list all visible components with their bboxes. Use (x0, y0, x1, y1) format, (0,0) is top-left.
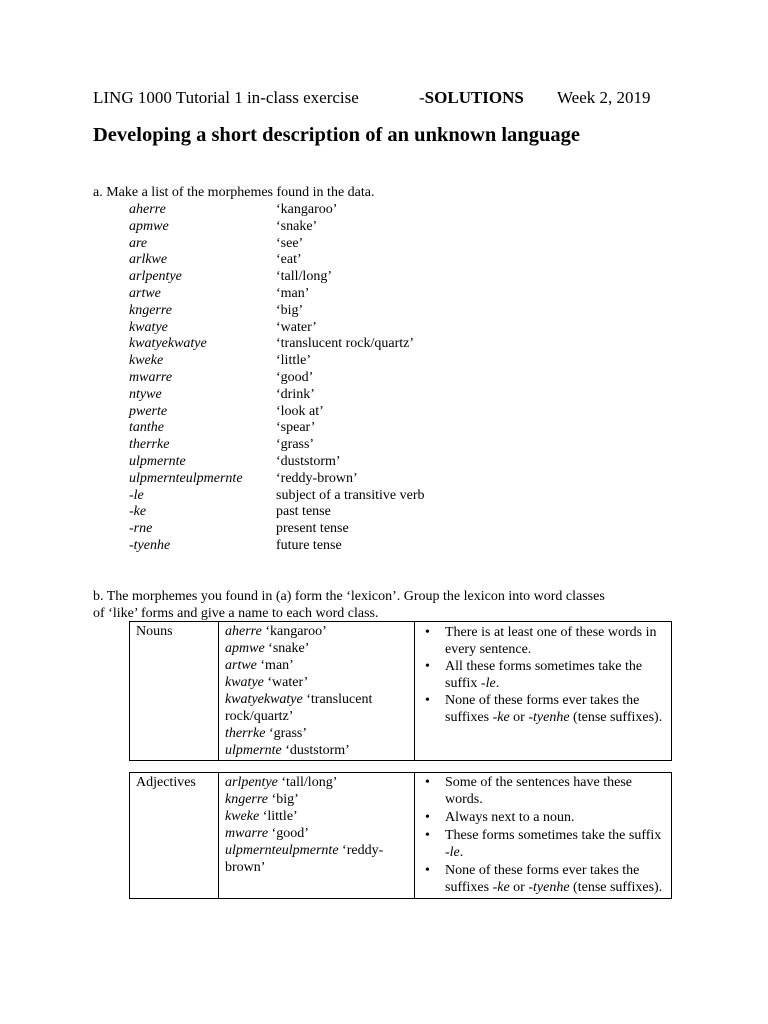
section-b-prompt (93, 588, 605, 622)
lexicon-entry (225, 825, 408, 842)
lexicon-entry (225, 640, 408, 657)
property-text: These forms sometimes take the suffix (445, 828, 662, 843)
property-text: Always next to a noun. (445, 810, 575, 825)
property-item (445, 862, 665, 896)
morpheme-form: arlpentye (129, 269, 182, 285)
morpheme-gloss: ‘reddy-brown’ (276, 470, 358, 486)
entry-gloss: ‘translucent rock/quartz’ (225, 692, 373, 724)
morpheme-gloss: past tense (276, 504, 331, 520)
solutions-text: SOLUTIONS (424, 88, 524, 107)
property-item (445, 827, 665, 861)
property-text: All these forms sometimes take the suffix (445, 659, 643, 691)
adjectives-table (129, 772, 672, 899)
morpheme-form: ulpmernte (129, 453, 186, 469)
adjectives-properties (415, 773, 672, 899)
morpheme-gloss: ‘translucent rock/quartz’ (276, 336, 414, 352)
suffix-form: -le (480, 676, 496, 691)
morpheme-gloss: ‘look at’ (276, 403, 324, 419)
property-text: (tense suffixes). (569, 710, 663, 725)
morpheme-gloss: present tense (276, 521, 349, 537)
morpheme-gloss: ‘man’ (276, 285, 310, 301)
property-item (445, 624, 665, 658)
property-text: or (509, 710, 529, 725)
entry-form: therrke (225, 726, 266, 741)
morpheme-gloss: ‘see’ (276, 235, 304, 251)
morpheme-gloss: ‘duststorm’ (276, 453, 341, 469)
property-item (445, 658, 665, 692)
morpheme-form: ulpmernteulpmernte (129, 470, 243, 486)
entry-form: artwe (225, 658, 257, 673)
property-text: (tense suffixes). (569, 880, 663, 895)
morpheme-form: ntywe (129, 386, 162, 402)
morpheme-gloss: ‘tall/long’ (276, 269, 332, 285)
morpheme-form: aherre (129, 202, 166, 217)
property-text: None of these forms ever takes the suffixes (445, 693, 640, 725)
morpheme-form: tanthe (129, 420, 164, 436)
morpheme-gloss: ‘big’ (276, 302, 304, 318)
morpheme-form: mwarre (129, 369, 173, 385)
adjectives-property-list (421, 774, 665, 896)
entry-gloss: ‘grass’ (268, 726, 308, 741)
entry-gloss: ‘reddy-brown’ (225, 843, 384, 875)
entry-gloss: ‘big’ (271, 792, 299, 807)
solutions-label (419, 88, 524, 108)
morpheme-form: kweke (129, 353, 164, 369)
property-item (445, 809, 665, 826)
nouns-row (130, 622, 672, 761)
section-b-prompt-line-2: of ‘like’ forms and give a name to each word class. (93, 606, 379, 621)
morpheme-gloss: ‘snake’ (276, 218, 318, 234)
entry-form: kwatyekwatye (225, 692, 303, 707)
property-text: or (509, 880, 529, 895)
property-item (445, 774, 665, 808)
lexicon-entry (225, 842, 408, 876)
morpheme-form: are (129, 235, 148, 251)
entry-form: aherre (225, 624, 262, 639)
suffix-form: -ke (492, 880, 510, 895)
nouns-class-name: Nouns (130, 622, 219, 761)
week-label: Week 2, 2019 (557, 88, 651, 107)
entry-form: arlpentye (225, 775, 278, 790)
entry-gloss: ‘duststorm’ (285, 743, 350, 758)
morpheme-gloss: ‘good’ (276, 369, 314, 385)
entry-gloss: ‘tall/long’ (281, 775, 338, 790)
lexicon-entry (225, 623, 408, 640)
suffix-form: -tyenhe (528, 880, 570, 895)
entry-form: apmwe (225, 641, 265, 656)
morpheme-form: -tyenhe (129, 537, 171, 553)
adjectives-class-name: Adjectives (130, 773, 219, 899)
morpheme-gloss: ‘kangaroo’ (276, 202, 338, 217)
morpheme-gloss: subject of a transitive verb (276, 487, 425, 503)
entry-form: ulpmernte (225, 743, 282, 758)
entry-form: mwarre (225, 826, 269, 841)
document-title: Developing a short description of an unknown language (93, 124, 580, 146)
morpheme-form: therrke (129, 437, 170, 453)
morpheme-gloss: ‘spear’ (276, 420, 316, 436)
entry-gloss: ‘water’ (267, 675, 309, 690)
property-text: None of these forms ever takes the suffixes (445, 863, 640, 895)
course-header: LING 1000 Tutorial 1 in-class exercise (93, 88, 359, 107)
solutions-prefix: - (419, 88, 425, 107)
lexicon-entry (225, 742, 408, 759)
lexicon-entry (225, 774, 408, 791)
morpheme-form: -ke (129, 504, 147, 520)
property-text: Some of the sentences have these words. (445, 775, 632, 807)
entry-gloss: ‘little’ (262, 809, 298, 824)
morpheme-form: arlkwe (129, 252, 168, 268)
lexicon-entry (225, 808, 408, 825)
adjectives-row (130, 773, 672, 899)
entry-form: kweke (225, 809, 260, 824)
section-a-prompt: a. Make a list of the morphemes found in the data. (93, 185, 375, 200)
property-text: . (459, 845, 464, 860)
section-b-prompt-line-1: b. The morphemes you found in (a) form the ‘lexicon’. Group the lexicon into word classes (93, 589, 605, 604)
entry-form: kngerre (225, 792, 269, 807)
morpheme-form: artwe (129, 285, 161, 301)
morpheme-form: pwerte (129, 403, 168, 419)
property-item (445, 692, 665, 726)
nouns-property-list (421, 623, 665, 726)
morpheme-gloss: ‘drink’ (276, 386, 315, 402)
morpheme-gloss: ‘grass’ (276, 437, 315, 453)
entry-gloss: ‘good’ (271, 826, 309, 841)
lexicon-entry (225, 691, 408, 725)
morpheme-form: kwatye (129, 319, 168, 335)
nouns-properties (415, 622, 672, 761)
morpheme-gloss: ‘little’ (276, 353, 311, 369)
property-text: There is at least one of these words in every sentence. (445, 625, 657, 657)
adjectives-entries (219, 773, 415, 899)
nouns-table (129, 621, 672, 761)
entry-gloss: ‘snake’ (268, 641, 310, 656)
morpheme-form: -rne (129, 521, 153, 537)
morpheme-gloss: ‘eat’ (276, 252, 302, 268)
morpheme-gloss: future tense (276, 537, 342, 553)
nouns-entries (219, 622, 415, 761)
morpheme-form: kngerre (129, 302, 173, 318)
morpheme-form: apmwe (129, 218, 169, 234)
entry-gloss: ‘man’ (260, 658, 294, 673)
lexicon-entry (225, 791, 408, 808)
morpheme-form: kwatyekwatye (129, 336, 207, 352)
suffix-form: -le (445, 845, 460, 860)
suffix-form: -tyenhe (528, 710, 570, 725)
suffix-form: -ke (492, 710, 510, 725)
entry-gloss: ‘kangaroo’ (265, 624, 327, 639)
entry-form: kwatye (225, 675, 264, 690)
lexicon-entry (225, 674, 408, 691)
lexicon-entry (225, 657, 408, 674)
entry-form: ulpmernteulpmernte (225, 843, 339, 858)
morpheme-form: -le (129, 487, 144, 503)
lexicon-entry (225, 725, 408, 742)
morpheme-gloss: ‘water’ (276, 319, 317, 335)
property-text: . (495, 676, 500, 691)
